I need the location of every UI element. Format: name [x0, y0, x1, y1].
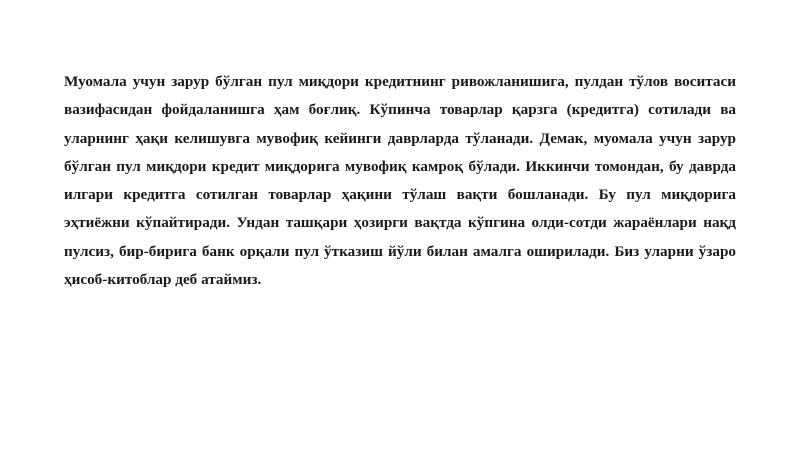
body-paragraph: Муомала учун зарур бўлган пул миқдори кредитнинг ривожланишига, пулдан тўлов воситаси вазифасидан фойдаланишга ҳам боғлиқ. Кўпинча товарлар қарзга (кредитга) сотилади ва уларнинг ҳақи келишувга мувофиқ кейинги даврларда тўланади. Демак, муомала учун зарур бўлган пул миқдори кредит миқдорига мувофиқ камроқ бўлади. Иккинчи томондан, бу даврда илгари кредитга сотилган товарлар ҳақини тўлаш вақти бошланади. Бу пул миқдорига эҳтиёжни кўпайтиради. Ундан ташқари ҳозирги вақтда кўпгина олди-сотди жараёнлари нақд пулсиз, бир-бирига банк орқали пул ўтказиш йўли билан амалга оширилади. Биз уларни ўзаро ҳисоб-китоблар деб атаймиз. — [64, 73, 736, 289]
